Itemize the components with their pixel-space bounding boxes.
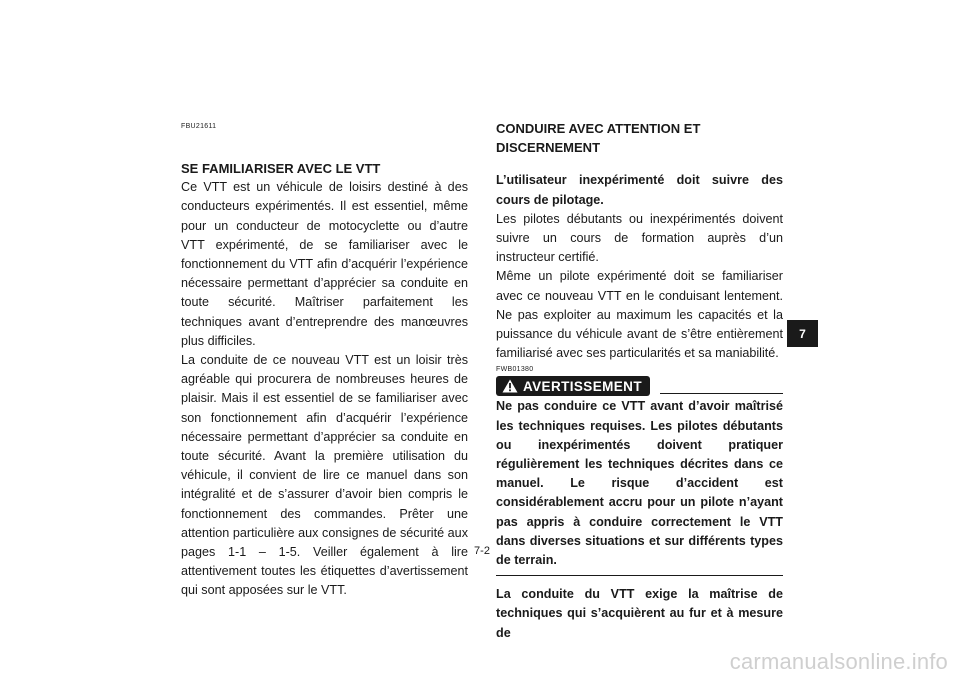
bold-intro: L’utilisateur inexpérimenté doit suivre des cours de pilotage. <box>496 173 783 207</box>
chapter-tab: 7 <box>787 320 818 347</box>
section-heading-familiariser: SE FAMILIARISER AVEC LE VTT <box>181 161 381 176</box>
section-heading-conduire: CONDUIRE AVEC ATTENTION ET DISCERNEMENT <box>496 121 701 156</box>
right-column <box>496 119 783 643</box>
paragraph: Même un pilote expérimenté doit se familiariser avec ce nouveau VTT en le conduisant lentement. Ne pas exploiter au maximum les capacités et la puissance du véhicule avant de s’être entièrement familiarisé avec ses particularités et sa maniabilité. <box>496 269 783 361</box>
warning-badge <box>496 376 650 396</box>
paragraph: Les pilotes débutants ou inexpérimentés doivent suivre un cours de formation auprès d’un instructeur certifié. <box>496 211 783 265</box>
warning-end-rule <box>496 575 783 576</box>
warning-label: AVERTISSEMENT <box>523 378 642 394</box>
paragraph: Ce VTT est un véhicule de loisirs destiné à des conducteurs expérimentés. Il est essentiel, même pour un conducteur de motocyclette ou d’autre VTT expérimenté, de se familiariser avec le fonctionnement du VTT afin d’acquérir l’expérience nécessaire permettant d’apprécier sa conduite en toute sécurité. Maîtriser parfaitement les techniques avant d’entreprendre des manœuvres plus difficiles. <box>181 180 468 348</box>
warning-code: FWB01380 <box>496 366 534 374</box>
warning-rule <box>660 393 783 394</box>
warning-text: Ne pas conduire ce VTT avant d’avoir maîtrisé les techniques requises. Les pilotes débutants ou inexpérimentés doivent pratiquer régulièrement les techniques décrites dans ce manuel. Le risque d’accident est considérablement accru pour un pilote n’ayant pas appris à conduire correctement le VTT dans diverses situations et sur différents types de terrain. <box>496 399 783 568</box>
left-column <box>181 159 468 601</box>
bold-outro: La conduite du VTT exige la maîtrise de techniques qui s’acquièrent au fur et à mesure de <box>496 587 783 640</box>
section-code: FBU21611 <box>181 123 217 130</box>
page-number: 7-2 <box>474 545 490 557</box>
watermark: carmanualsonline.info <box>729 649 948 674</box>
paragraph: La conduite de ce nouveau VTT est un loisir très agréable qui procurera de nombreuses heures de plaisir. Mais il est essentiel de se familiariser avec son fonctionnement afin d’acquérir l’expérience nécessaire permettant d’apprécier sa conduite en toute sécurité. Avant la première utilisation du véhicule, il convient de lire ce manuel dans son intégralité et de s’assurer d’avoir bien compris le fonctionnement des commandes. Prêter une attention particulière aux consignes de sécurité aux pages 1-1 – 1-5. Veiller également à lire attentivement toutes les étiquettes d’avertissement qui sont apposées sur le VTT. <box>181 353 468 598</box>
warning-triangle-icon <box>502 379 518 393</box>
warning-block <box>496 365 783 576</box>
warning-header <box>496 374 783 396</box>
